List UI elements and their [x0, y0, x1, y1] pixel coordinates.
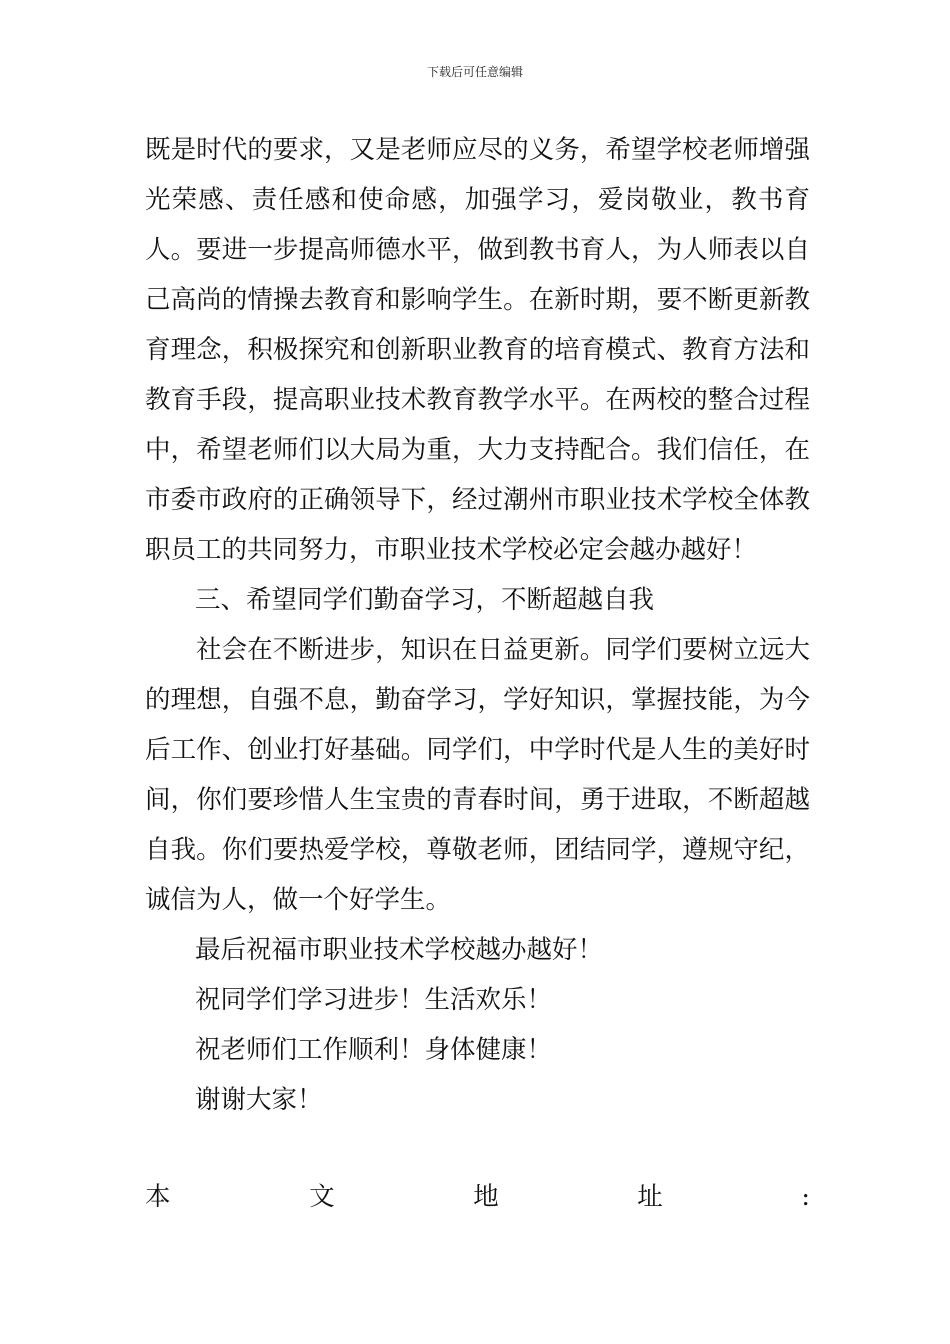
address-char: 地	[473, 1182, 499, 1212]
address-colon: :	[801, 1182, 810, 1212]
body-paragraph-1: 既是时代的要求，又是老师应尽的义务，希望学校老师增强光荣感、责任感和使命感，加强学习，爱岗敬业，教书育人。要进一步提高师德水平，做到教书育人，为人师表以自己高尚的情操去教育和影响学生。在新时期，要不断更新教育理念，积极探究和创新职业教育的培育模式、教育方法和教育手段，提高职业技术教育教学水平。在两校的整合过程中，希望老师们以大局为重，大力支持配合。我们信任，在市委市政府的正确领导下，经过潮州市职业技术学校全体教职员工的共同努力，市职业技术学校必定会越办越好！	[145, 135, 810, 565]
closing-line-4: 谢谢大家！	[195, 1085, 323, 1115]
body-paragraph-2: 社会在不断进步，知识在日益更新。同学们要树立远大的理想，自强不息，勤奋学习，学好知识，掌握技能，为今后工作、创业打好基础。同学们，中学时代是人生的美好时间，你们要珍惜人生宝贵的青春时间，勇于进取，不断超越自我。你们要热爱学校，尊敬老师，团结同学，遵规守纪，诚信为人，做一个好学生。	[145, 635, 810, 915]
article-address-label	[145, 1172, 810, 1222]
page-header-note: 下载后可任意编辑	[426, 65, 523, 79]
document-body	[145, 125, 810, 1125]
address-char: 文	[309, 1182, 335, 1212]
address-char: 址	[637, 1182, 663, 1212]
closing-line-1: 最后祝福市职业技术学校越办越好！	[195, 935, 604, 965]
closing-line-3: 祝老师们工作顺利！身体健康！	[195, 1035, 553, 1065]
address-char: 本	[145, 1182, 171, 1212]
closing-line-2: 祝同学们学习进步！生活欢乐！	[195, 985, 553, 1015]
section-heading-3: 三、希望同学们勤奋学习，不断超越自我	[195, 585, 655, 615]
